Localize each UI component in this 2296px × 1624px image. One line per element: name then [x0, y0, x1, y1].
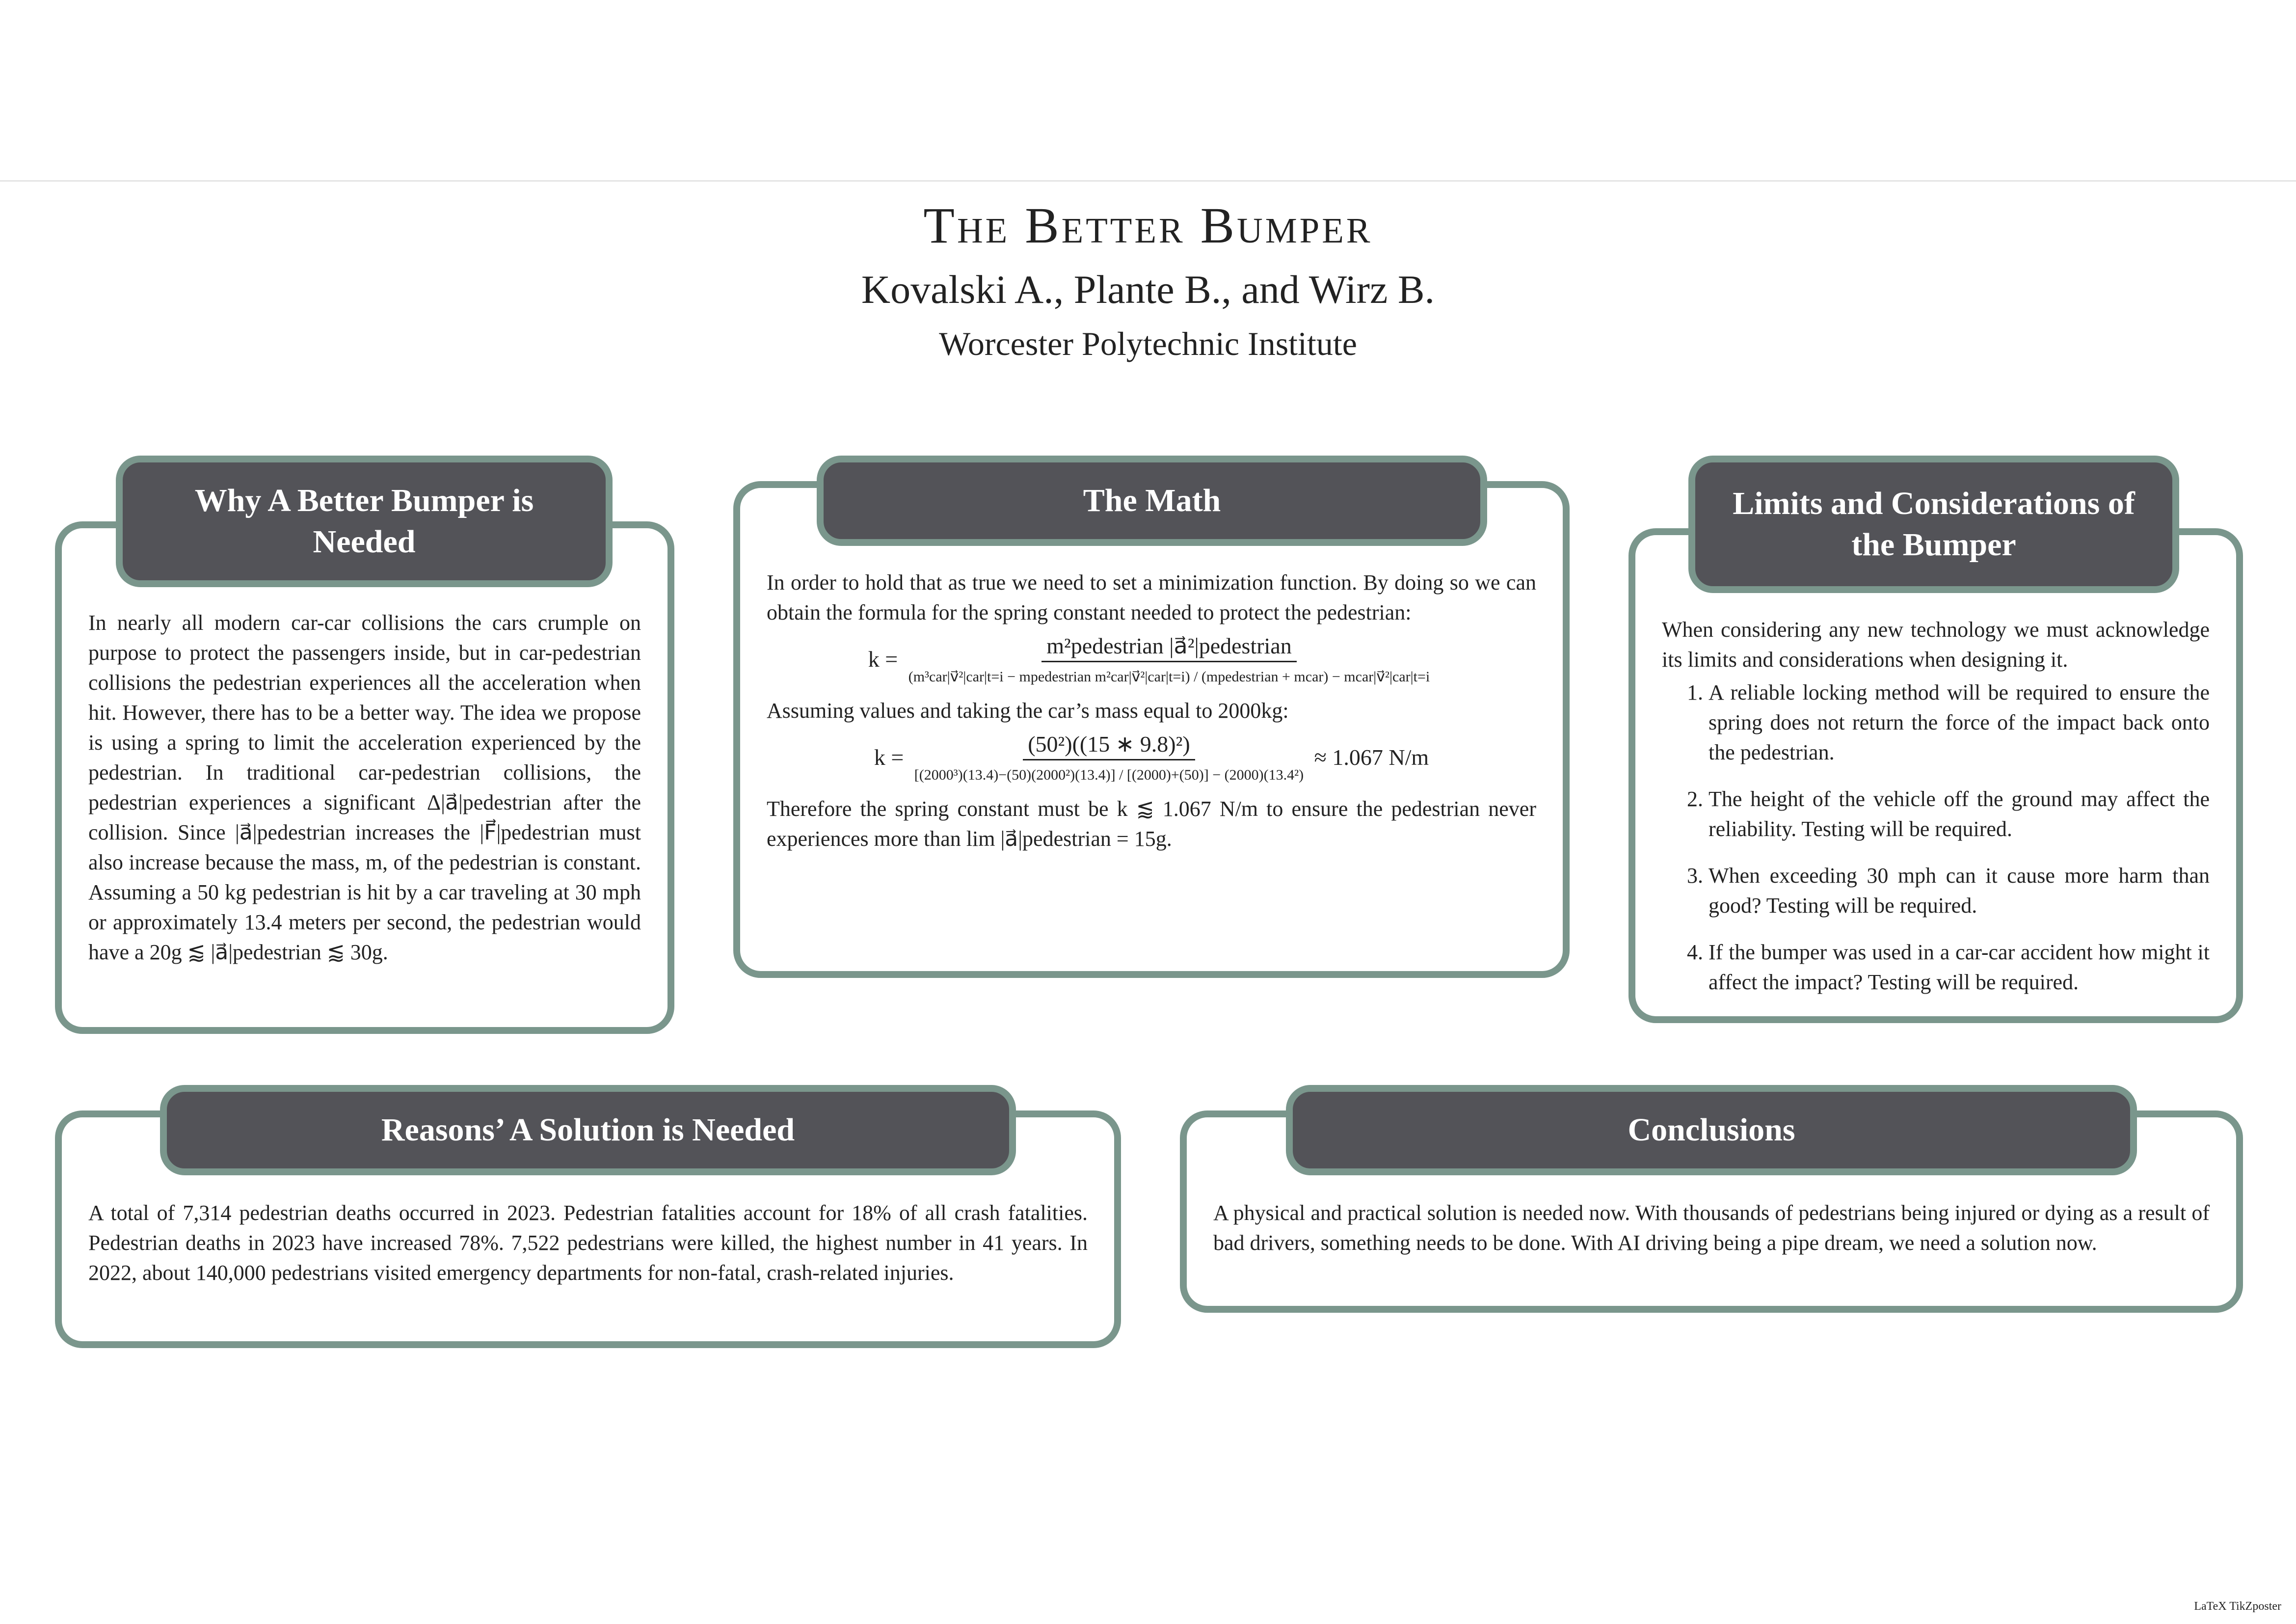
eq1-lhs: k = [868, 647, 898, 672]
eq2-fraction [909, 730, 1308, 790]
why-text: In nearly all modern car-car collisions the cars crumple on purpose to protect the passengers inside, but in car-pedestrian collisions the pedestrian experiences all the acceleration when hit. However, there has to be a better way. The idea we propose is using a spring to limit the acceleration experienced by the pedestrian. In traditional car-pedestrian collisions, the pedestrian experiences a significant Δ|a⃗|pedestrian after the collision. Since |a⃗|pedestrian increases the |F⃗|pedestrian must also increase because the mass, m, of the pedestrian is constant. Assuming a 50 kg pedestrian is hit by a car traveling at 30 mph or approximately 13.4 meters per second, the pedestrian would have a 20g ⪅ |a⃗|pedestrian ⪅ 30g. [88, 611, 641, 964]
limits-item-3: 3. When exceeding 30 mph can it cause more harm than good? Testing will be required. [1709, 861, 2210, 920]
limits-intro: When considering any new technology we must acknowledge its limits and considerations when designing it. [1662, 618, 2210, 672]
eq1-denominator: (m³car|v⃗²|car|t=i − mpedestrian m²car|v⃗²|car|t=i) / (mpedestrian + mcar) − mcar|v⃗²|car|t=i [908, 669, 1430, 685]
conclusions-block-body [1213, 1198, 2210, 1258]
limits-item-2: 2. The height of the vehicle off the ground may affect the reliability. Testing will be required. [1709, 784, 2210, 844]
limits-list [1662, 677, 2210, 997]
limits-block-body [1662, 615, 2210, 1014]
header-band [0, 0, 2296, 182]
limits-item-4: 4. If the bumper was used in a car-car accident how might it affect the impact? Testing will be required. [1709, 937, 2210, 997]
eq1-numerator: m²pedestrian |a⃗²|pedestrian [1041, 631, 1297, 662]
math-block-title: The Math [817, 456, 1487, 546]
eq2-lhs: k = [874, 745, 904, 770]
reasons-block-title: Reasons’ A Solution is Needed [160, 1085, 1016, 1175]
math-block-body [767, 568, 1536, 854]
conclusions-text: A physical and practical solution is needed now. With thousands of pedestrians being injured or dying as a result of bad drivers, something needs to be done. With AI driving being a pipe dream, we need a solution now. [1213, 1201, 2210, 1255]
poster-authors: Kovalski A., Plante B., and Wirz B. [861, 267, 1435, 312]
reasons-text: A total of 7,314 pedestrian deaths occurred in 2023. Pedestrian fatalities account for 18% of all crash fatalities. Pedestrian deaths in 2023 have increased 78%. 7,522 pedestrians were killed, the highest number in 41 years. In 2022, about 140,000 pedestrians visited emergency departments for non-fatal, crash-related injuries. [88, 1201, 1088, 1285]
math-intro: In order to hold that as true we need to set a minimization function. By doing so we can obtain the formula for the spring constant needed to protect the pedestrian: [767, 570, 1536, 624]
conclusions-block-title: Conclusions [1286, 1085, 2137, 1175]
eq2-denominator: [(2000³)(13.4)−(50)(2000²)(13.4)] / [(2000)+(50)] − (2000)(13.4²) [914, 767, 1304, 783]
eq2-numerator: (50²)((15 ∗ 9.8)²) [1023, 730, 1195, 760]
math-conclusion: Therefore the spring constant must be k ⪅ 1.067 N/m to ensure the pedestrian never experiences more than lim |a⃗|pedestrian = 15g. [767, 797, 1536, 851]
why-block-body [88, 608, 641, 967]
eq1-fraction [904, 631, 1435, 692]
poster-title: The Better Bumper [923, 197, 1373, 254]
limits-block-title: Limits and Considerations of the Bumper [1688, 456, 2179, 593]
reasons-block-body [88, 1198, 1088, 1288]
poster-institute: Worcester Polytechnic Institute [939, 325, 1357, 362]
eq2-result: ≈ 1.067 N/m [1314, 745, 1429, 770]
math-assumption: Assuming values and taking the car’s mass equal to 2000kg: [767, 699, 1289, 723]
equation-general [767, 631, 1536, 692]
equation-numeric [767, 730, 1536, 790]
footer-credit: LaTeX TikZposter [2194, 1600, 2281, 1613]
why-block-title: Why A Better Bumper is Needed [116, 456, 613, 587]
title-area [0, 191, 2296, 368]
limits-item-1: 1. A reliable locking method will be required to ensure the spring does not return the force of the impact back onto the pedestrian. [1709, 677, 2210, 767]
